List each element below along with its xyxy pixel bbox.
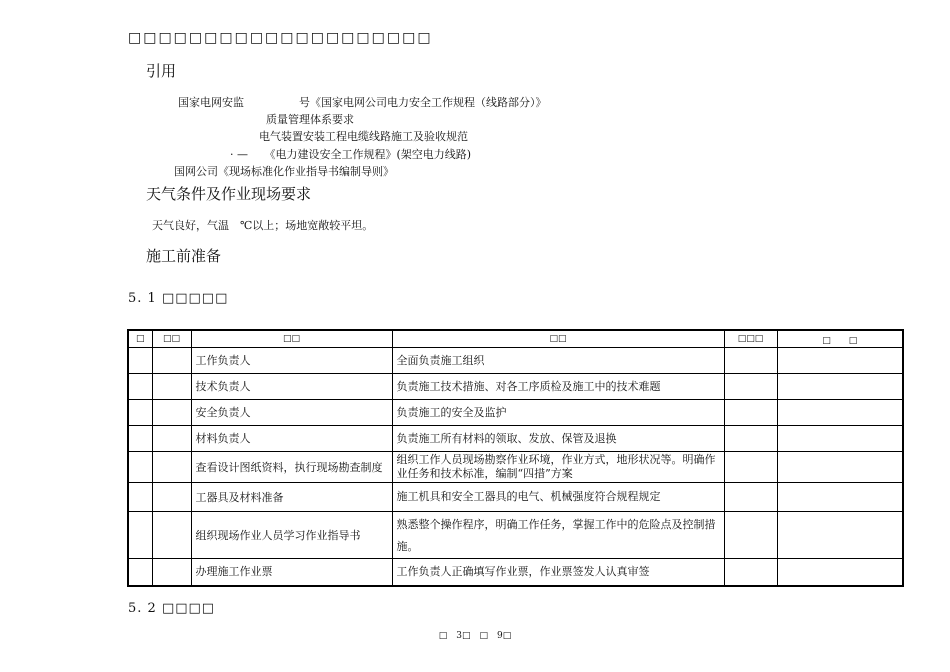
table-row [128, 348, 903, 374]
section-title-preparation: 施工前准备 [146, 247, 222, 265]
description-cell: 施工机具和安全工器具的电气、机械强度符合规程规定 [392, 483, 724, 512]
table-row [128, 512, 903, 559]
table-row [128, 452, 903, 483]
item-cell: 安全负责人 [191, 400, 392, 426]
item-cell: 工作负责人 [191, 348, 392, 374]
section-title-weather: 天气条件及作业现场要求 [146, 185, 312, 203]
reference-line-2: 质量管理体系要求 [266, 113, 354, 126]
reference-line-4: · — 《电力建设安全工作规程》(架空电力线路) [230, 148, 472, 161]
subsection-5-2-title: 5. 2 □□□□ [128, 601, 216, 616]
section-title-references: 引用 [146, 62, 177, 80]
table-row [128, 559, 903, 586]
description-cell: 全面负责施工组织 [392, 348, 724, 374]
preparation-table [127, 329, 904, 587]
item-cell: 办理施工作业票 [191, 559, 392, 586]
reference-line-5: 国网公司《现场标准化作业指导书编制导则》 [174, 165, 394, 178]
item-cell: 技术负责人 [191, 374, 392, 400]
header-cell: □□ [191, 330, 392, 348]
header-cell: □□ [392, 330, 724, 348]
header-cell: □□□ [724, 330, 777, 348]
description-cell: 熟悉整个操作程序，明确工作任务，掌握工作中的危险点及控制措施。 [392, 512, 724, 559]
description-cell: 工作负责人正确填写作业票，作业票签发人认真审签 [392, 559, 724, 586]
description-cell: 负责施工的安全及监护 [392, 400, 724, 426]
reference-line-1: 国家电网安监 号《国家电网公司电力安全工作规程（线路部分）》 [178, 96, 547, 109]
page-number-footer: □ 3□ □ 9□ [438, 631, 512, 641]
header-cell: □ □ [777, 330, 903, 348]
table-row [128, 400, 903, 426]
subsection-5-1-title: 5. 1 □□□□□ [128, 291, 229, 306]
table-header-row [128, 330, 903, 348]
weather-text: 天气良好，气温 ℃以上；场地宽敞较平坦。 [152, 219, 374, 232]
description-cell: 负责施工所有材料的领取、发放、保管及退换 [392, 426, 724, 452]
reference-line-3: 电气装置安装工程电缆线路施工及验收规范 [259, 130, 468, 143]
page-header-garbled: □□□□□□□□□□□□□□□□□□□□ [128, 30, 433, 46]
header-cell: □ [128, 330, 152, 348]
item-cell: 材料负责人 [191, 426, 392, 452]
table-row [128, 374, 903, 400]
item-cell: 查看设计图纸资料，执行现场勘查制度 [191, 452, 392, 483]
item-cell: 组织现场作业人员学习作业指导书 [191, 512, 392, 559]
table-row [128, 483, 903, 512]
table-row [128, 426, 903, 452]
description-cell: 负责施工技术措施、对各工序质检及施工中的技术难题 [392, 374, 724, 400]
item-cell: 工器具及材料准备 [191, 483, 392, 512]
description-cell: 组织工作人员现场勘察作业环境，作业方式，地形状况等。明确作业任务和技术标准，编制“四措”方案 [392, 452, 724, 483]
header-cell: □□ [152, 330, 191, 348]
